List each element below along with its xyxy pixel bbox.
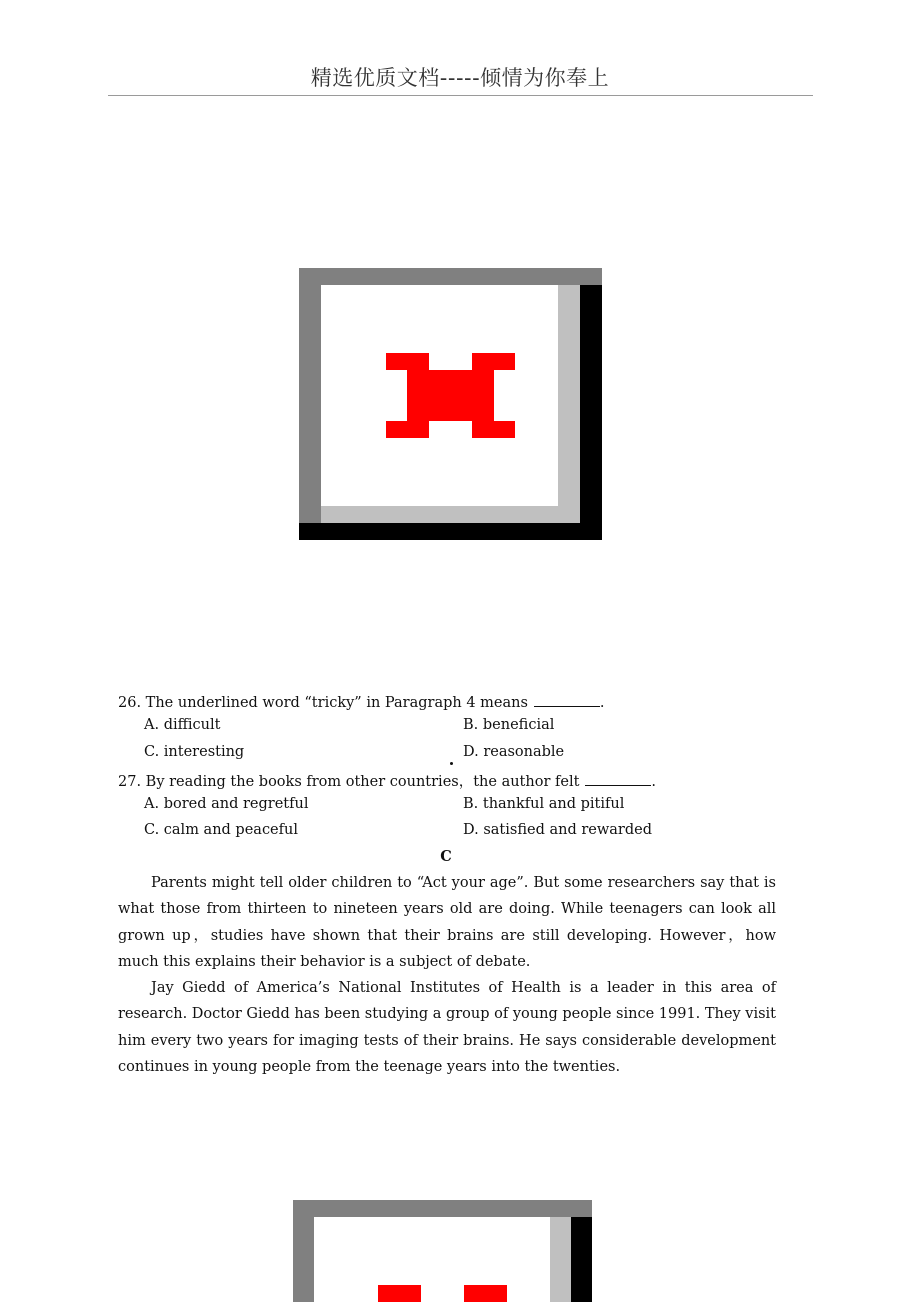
question-26-number: 26. <box>118 695 142 711</box>
question-26-stem: The underlined word “tricky” in Paragraph 4 means <box>145 695 528 711</box>
broken-image-bottom <box>293 1200 592 1302</box>
question-27-stem: By reading the books from other countries，the author felt <box>145 774 580 790</box>
broken-image-top <box>299 268 602 540</box>
emphasis-dot <box>450 762 453 765</box>
question-26-option-b: B. beneficial <box>463 717 555 733</box>
passage-paragraph-1: Parents might tell older children to “Act your age”. But some researchers say that is what those from thirteen to nineteen years old are doing. While teenagers can look all grown up，studies have shown that their brains are still developing. However，how much this explains their behavior is a subject of debate. <box>118 875 776 970</box>
answer-blank <box>585 771 651 786</box>
question-27-option-a: A. bored and regretful <box>144 796 309 812</box>
question-26-option-a: A. difficult <box>144 717 221 733</box>
header-divider <box>108 95 813 96</box>
question-27-option-b: B. thankful and pitiful <box>463 796 625 812</box>
section-heading: C <box>440 848 452 865</box>
answer-blank <box>534 692 600 707</box>
question-26: 26. The underlined word “tricky” in Paragraph 4 means . <box>118 692 605 711</box>
question-27: 27. By reading the books from other countries，the author felt . <box>118 771 656 790</box>
question-27-option-c: C. calm and peaceful <box>144 822 298 838</box>
question-26-option-c: C. interesting <box>144 744 245 760</box>
question-26-option-d: D. reasonable <box>463 744 565 760</box>
passage-paragraph-2: Jay Giedd of America’s National Institutes of Health is a leader in this area of research. Doctor Giedd has been studying a group of young people since 1991. They visit him every two years for imaging tests of their brains. He says considerable development continues in young people from the teenage years into the twenties. <box>118 980 777 1075</box>
page-header-title: 精选优质文档-----倾情为你奉上 <box>310 66 610 90</box>
question-27-option-d: D. satisfied and rewarded <box>463 822 652 838</box>
question-27-number: 27. <box>118 774 142 790</box>
